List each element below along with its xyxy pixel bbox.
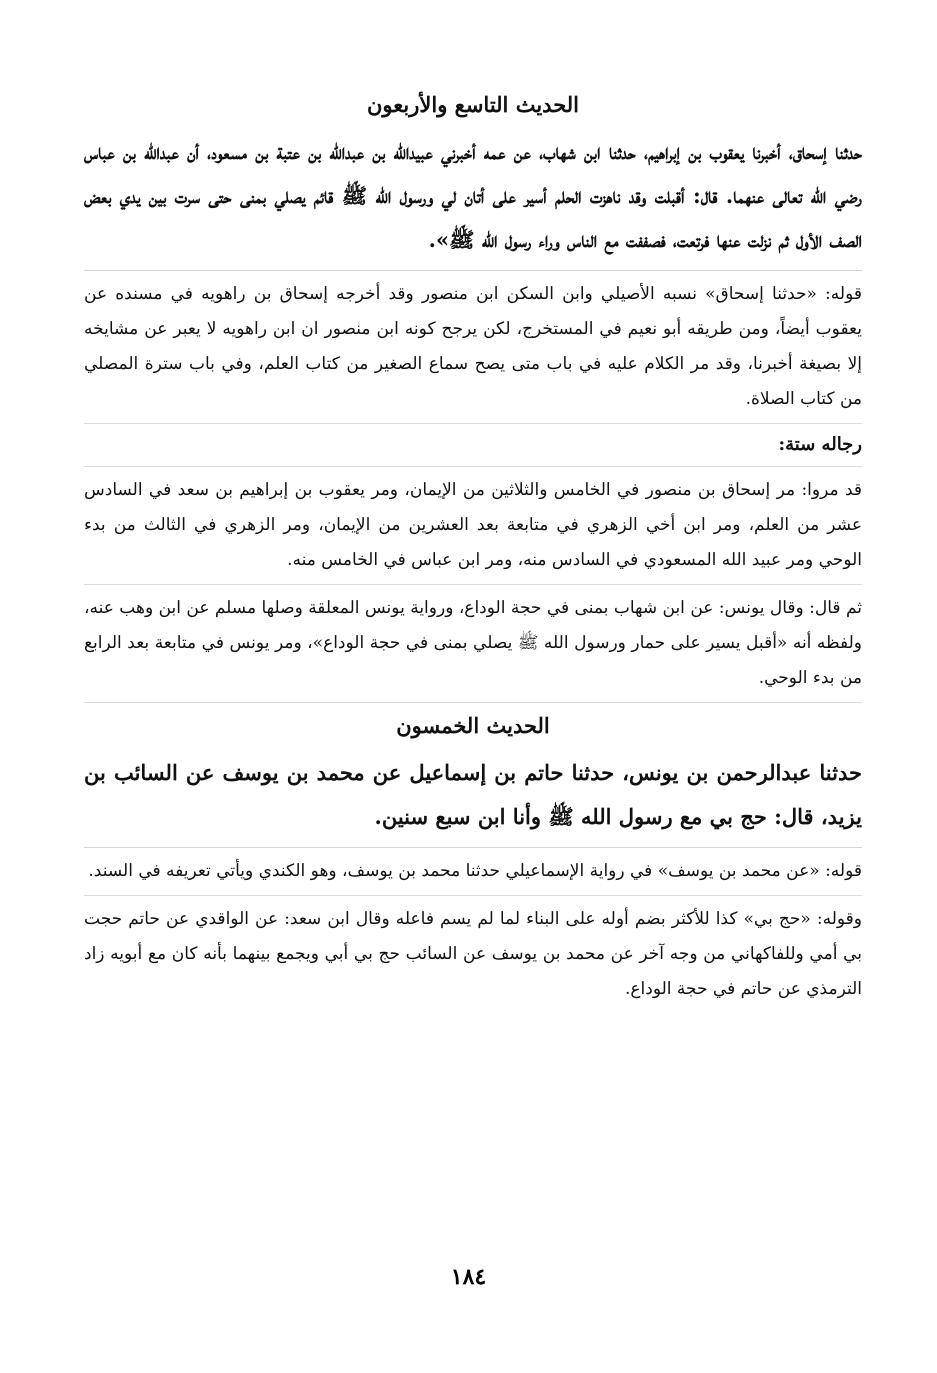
book-page [84, 88, 862, 1013]
commentary-yunus: ثم قال: وقال يونس: عن ابن شهاب بمنى في حجة الوداع، ورواية يونس المعلقة وصلها مسلم عن ابن وهب عنه، ولفظه أنه «أقبل يسير على حمار ورسول الله ﷺ يصلي بمنى في حجة الوداع»، ومر يونس في متابعة بعد الرابع من بدء الوحي. [84, 591, 862, 703]
commentary-ishaq: قوله: «حدثنا إسحاق» نسبه الأصيلي وابن السكن ابن منصور وقد أخرجه إسحاق بن راهويه في مسنده عن يعقوب أيضاً، ومن طريقه أبو نعيم في المستخرج، لكن يرجح كونه ابن منصور ان ابن راهويه لا يعبر عن مشايخه إلا بصيغة أخبرنا، وقد مر الكلام عليه في باب متى يصح سماع الصغير من كتاب العلم، وفي باب سترة المصلي من كتاب الصلاة. [84, 277, 862, 424]
commentary-muhammad-ibn-yusuf: قوله: «عن محمد بن يوسف» في رواية الإسماعيلي حدثنا محمد بن يوسف، وهو الكندي ويأتي تعريفه في السند. [84, 854, 862, 896]
commentary-hajja-bi: وقوله: «حج بي» كذا للأكثر بضم أوله على البناء لما لم يسم فاعله وقال ابن سعد: عن الواقدي عن حاتم حجت بي أمي وللفاكهاني من وجه آخر عن محمد بن يوسف عن السائب حج بي أبي ويجمع بينهما بأنه كان مع أبويه زاد الترمذي عن حاتم في حجة الوداع. [84, 909, 862, 999]
narrators-subheading: رجاله ستة: [84, 428, 862, 467]
page-number: ١٨٤ [450, 1264, 487, 1290]
hadith-50-heading: الحديث الخمسون [396, 713, 550, 738]
hadith-50-text: حدثنا عبدالرحمن بن يونس، حدثنا حاتم بن إسماعيل عن محمد بن يوسف عن السائب بن يزيد، قال: حج بي مع رسول الله ﷺ وأنا ابن سبع سنين. [84, 751, 862, 848]
commentary-narrators: قد مروا: مر إسحاق بن منصور في الخامس والثلاثين من الإيمان، ومر يعقوب بن إبراهيم بن سعد في السادس عشر من العلم، ومر ابن أخي الزهري في متابعة بعد العشرين من الإيمان، ومر الزهري في الثالث من بدء الوحي ومر عبيد الله المسعودي في السادس منه، ومر ابن عباس في الخامس منه. [84, 473, 862, 585]
hadith-49-heading: الحديث التاسع والأربعون [367, 92, 579, 117]
hadith-49-text: حدثنا إسحاق، أخبرنا يعقوب بن إبراهيم، حدثنا ابن شهاب، عن عمه أخبرني عبيدالله بن عبدالله بن عتبة بن مسعود، أن عبدالله بن عباس رضي الله تعالى عنهما. قال: أقبلت وقد ناهزت الحلم أسير على أتان لي ورسول الله ﷺ قائم يصلي بمنى حتى سرت بين يدي بعض الصف الأول ثم نزلت عنها فرتعت، فصففت مع الناس وراء رسول الله ﷺ». [84, 130, 862, 271]
